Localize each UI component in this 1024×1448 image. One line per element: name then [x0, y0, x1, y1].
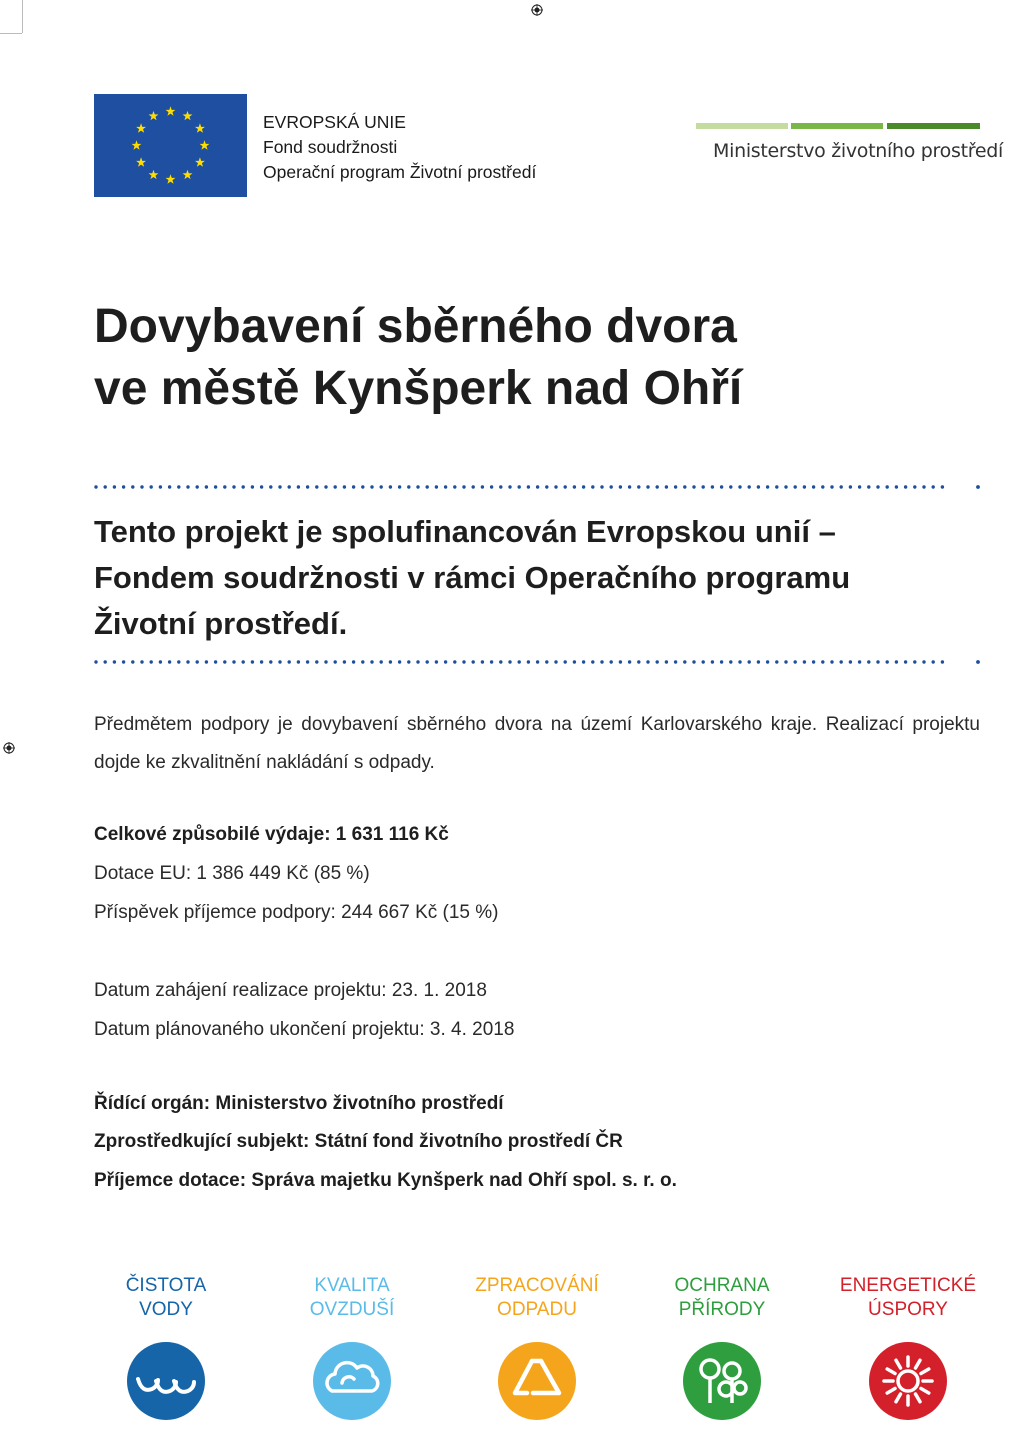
recycle-triangle-icon [497, 1341, 577, 1421]
total-costs: Celkové způsobilé výdaje: 1 631 116 Kč [94, 824, 449, 845]
theme-label [262, 1274, 442, 1322]
theme-waste [447, 1274, 627, 1421]
managing-authority: Řídící orgán: Ministerstvo životního prostředí [94, 1093, 504, 1114]
ministry-bar [791, 123, 883, 129]
theme-label-line: VODY [139, 1299, 193, 1320]
theme-label-line: ÚSPORY [868, 1299, 948, 1320]
crop-mark-vertical [22, 0, 23, 33]
start-date: Datum zahájení realizace projektu: 23. 1. 2018 [94, 980, 487, 1001]
dotted-divider [94, 484, 982, 490]
ministry-bar [696, 123, 788, 129]
program-themes [94, 1274, 994, 1434]
water-waves-icon [126, 1341, 206, 1421]
theme-air [262, 1274, 442, 1421]
cofinancing-statement [94, 509, 984, 647]
eu-line: Operační program Životní prostředí [263, 162, 537, 182]
eu-line: EVROPSKÁ UNIE [263, 112, 406, 132]
theme-label-line: KVALITA [314, 1275, 390, 1296]
cloud-icon [312, 1341, 392, 1421]
theme-label-line: ZPRACOVÁNÍ [475, 1275, 599, 1296]
title-line: ve městě Kynšperk nad Ohří [94, 362, 743, 415]
sun-icon [868, 1341, 948, 1421]
registration-mark-icon [531, 4, 543, 16]
ministry-name: Ministerstvo životního prostředí [713, 140, 1003, 162]
theme-label [447, 1274, 627, 1322]
subtitle-line: Tento projekt je spolufinancován Evropskou unií – [94, 514, 836, 549]
theme-label-line: OCHRANA [674, 1275, 770, 1296]
dotted-divider [94, 659, 982, 665]
grant-recipient: Příjemce dotace: Správa majetku Kynšperk nad Ohří spol. s. r. o. [94, 1170, 677, 1191]
theme-label [632, 1274, 812, 1322]
eu-grant: Dotace EU: 1 386 449 Kč (85 %) [94, 863, 370, 884]
trees-icon [682, 1341, 762, 1421]
theme-water [76, 1274, 256, 1421]
subtitle-line: Fondem soudržnosti v rámci Operačního programu [94, 560, 851, 595]
theme-label [818, 1274, 998, 1322]
intermediary-body: Zprostředkující subjekt: Státní fond životního prostředí ČR [94, 1131, 623, 1152]
theme-label-line: ENERGETICKÉ [839, 1275, 977, 1296]
recipient-contribution: Příspěvek příjemce podpory: 244 667 Kč (15 %) [94, 902, 499, 923]
title-line: Dovybavení sběrného dvora [94, 300, 737, 353]
theme-nature [632, 1274, 812, 1421]
eu-line: Fond soudržnosti [263, 137, 398, 157]
eu-program-text [263, 110, 536, 185]
project-title [94, 296, 994, 420]
theme-label-line: OVZDUŠÍ [309, 1299, 395, 1320]
registration-mark-icon [3, 742, 15, 754]
end-date: Datum plánovaného ukončení projektu: 3. 4. 2018 [94, 1019, 515, 1040]
theme-label-line: PŘÍRODY [678, 1299, 766, 1320]
crop-mark-horizontal [0, 33, 22, 34]
theme-label-line: ČISTOTA [125, 1275, 207, 1296]
theme-energy [818, 1274, 998, 1421]
theme-label [76, 1274, 256, 1322]
theme-label-line: ODPADU [497, 1299, 577, 1320]
ministry-logo-bars [696, 123, 980, 129]
project-description: Předmětem podpory je dovybavení sběrného dvora na území Karlovarského kraje. Realizací projektu dojde ke zkvalitnění nakládání s odpady. [94, 714, 980, 773]
eu-flag-icon [94, 94, 247, 197]
subtitle-line: Životní prostředí. [94, 606, 348, 641]
ministry-bar [887, 123, 980, 129]
